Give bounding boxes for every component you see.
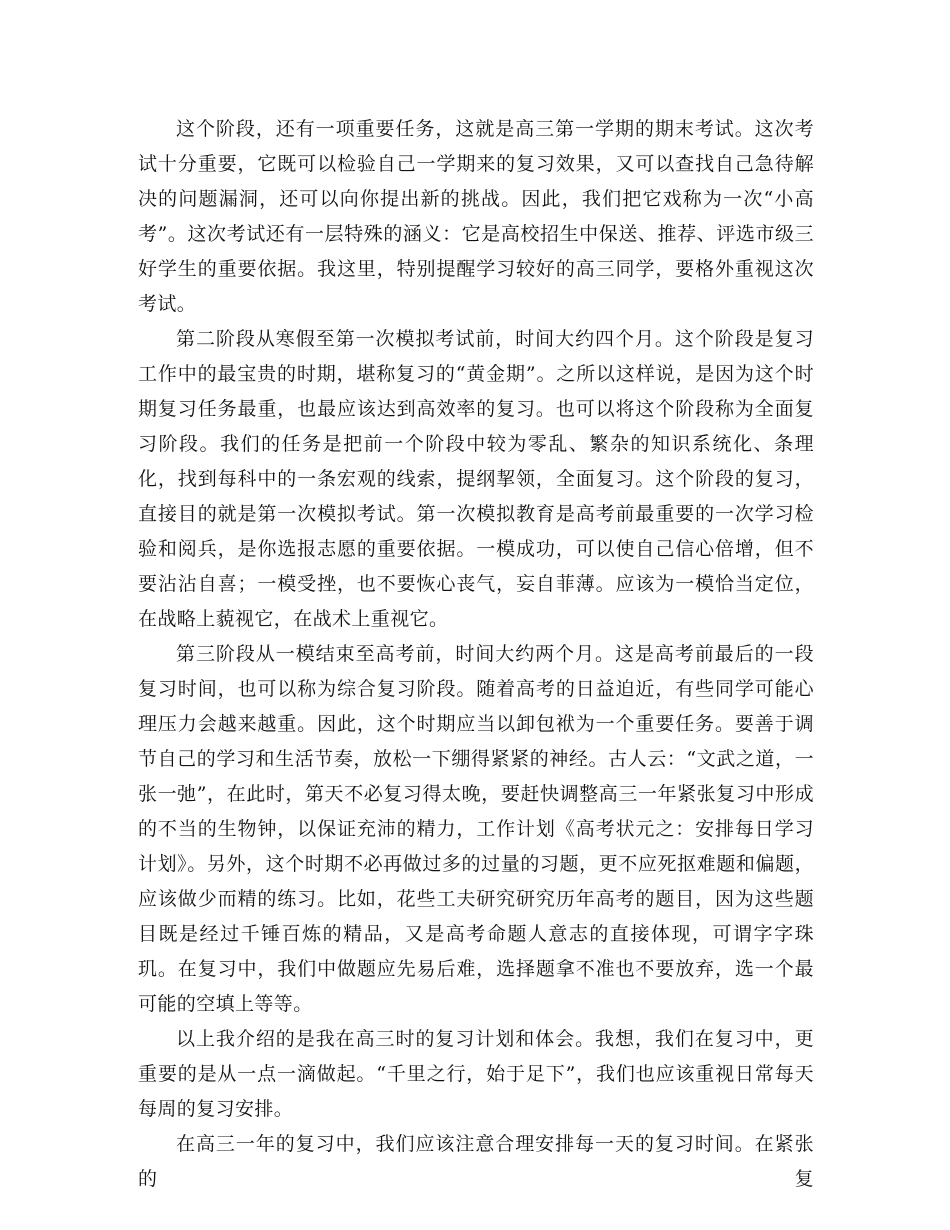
paragraph-5: 在高三一年的复习中，我们应该注意合理安排每一天的复习时间。在紧张的复: [138, 1133, 814, 1190]
document-page: [138, 112, 814, 1197]
paragraph-1: 这个阶段，还有一项重要任务，这就是高三第一学期的期末考试。这次考试十分重要，它既可以检验自己一学期来的复习效果，又可以查找自己急待解决的问题漏洞，还可以向你提出新的挑战。因此，我们把它戏称为一次“小高考”。这次考试还有一层特殊的涵义：它是高校招生中保送、推荐、评选市级三好学生的重要依据。我这里，特别提醒学习较好的高三同学，要格外重视这次考试。: [138, 118, 814, 315]
paragraph-3: 第三阶段从一模结束至高考前，时间大约两个月。这是高考前最后的一段复习时间，也可以称为综合复习阶段。随着高考的日益迫近，有些同学可能心理压力会越来越重。因此，这个时期应当以卸包袱为一个重要任务。要善于调节自己的学习和生活节奏，放松一下绷得紧紧的神经。古人云：“文武之道，一张一弛”，在此时，第天不必复习得太晚，要赶快调整高三一年紧张复习中形成的不当的生物钟，以保证充沛的精力，工作计划《高考状元之：安排每日学习计划》。另外，这个时期不必再做过多的过量的习题，更不应死抠难题和偏题，应该做少而精的练习。比如，花些工夫研究研究历年高考的题目，因为这些题目既是经过千锤百炼的精品，又是高考命题人意志的直接体现，可谓字字珠玑。在复习中，我们中做题应先易后难，选择题拿不准也不要放弃，选一个最可能的空填上等等。: [138, 643, 814, 1015]
paragraph-4: 以上我介绍的是我在高三时的复习计划和体会。我想，我们在复习中，更重要的是从一点一滴做起。“千里之行，始于足下”，我们也应该重视日常每天每周的复习安排。: [138, 1028, 814, 1120]
paragraph-2: 第二阶段从寒假至第一次模拟考试前，时间大约四个月。这个阶段是复习工作中的最宝贵的时期，堪称复习的“黄金期”。之所以这样说，是因为这个时期复习任务最重，也最应该达到高效率的复习。也可以将这个阶段称为全面复习阶段。我们的任务是把前一个阶段中较为零乱、繁杂的知识系统化、条理化，找到每科中的一条宏观的线索，提纲挈领，全面复习。这个阶段的复习，直接目的就是第一次模拟考试。第一次模拟教育是高考前最重要的一次学习检验和阅兵，是你选报志愿的重要依据。一模成功，可以使自己信心倍增，但不要沾沾自喜；一模受挫，也不要恢心丧气，妄自菲薄。应该为一模恰当定位，在战略上藐视它，在战术上重视它。: [138, 328, 814, 630]
